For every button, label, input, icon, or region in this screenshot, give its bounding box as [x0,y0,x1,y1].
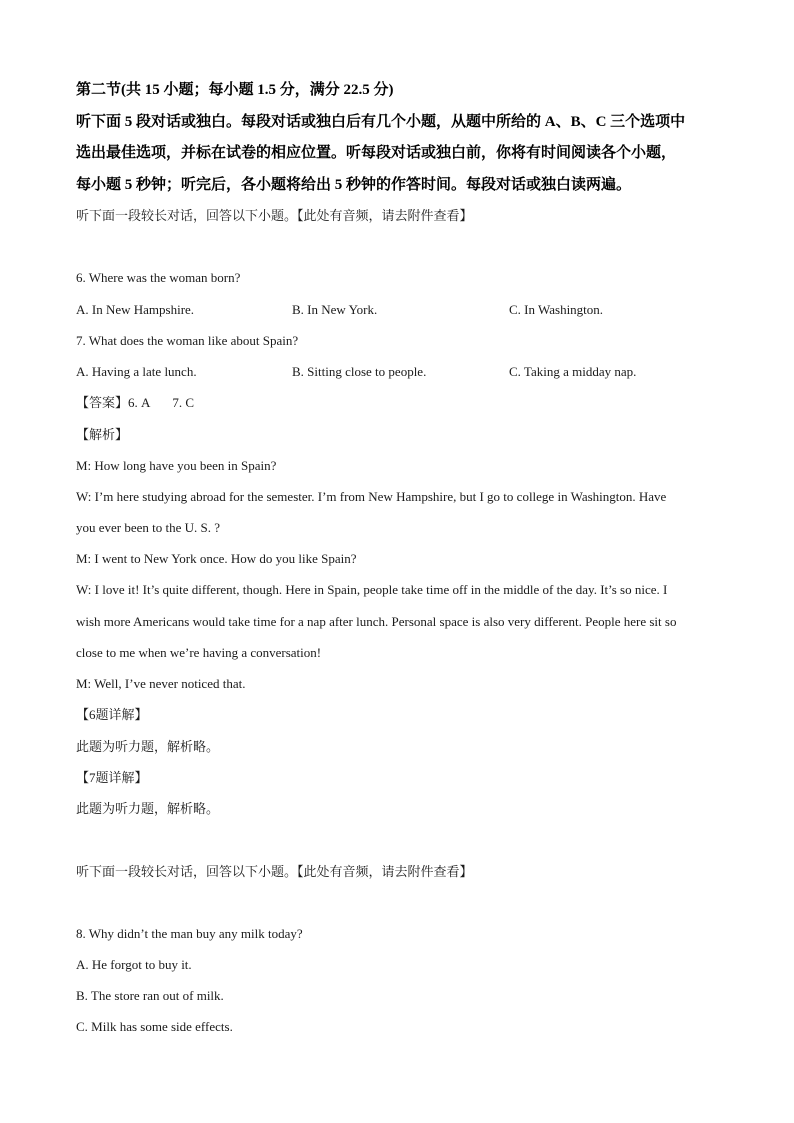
question-7-stem: 7. What does the woman like about Spain? [76,333,299,348]
transcript-line-4: M: I went to New York once. How do you like Spain? [76,551,357,566]
transcript-line-1: M: How long have you been in Spain? [76,458,277,473]
answer-7: 7. C [172,395,195,410]
question-7-option-c: C. Taking a midday nap. [509,364,637,379]
transcript-line-2: W: I’m here studying abroad for the semester. I’m from New Hampshire, but I go to college in Washington. Have [76,489,667,504]
detail-7-label: 【7题详解】 [76,770,148,785]
instruction-line-2: 选出最佳选项，并标在试卷的相应位置。听每段对话或独白前，你将有时间阅读各个小题， [76,145,677,161]
detail-7-text: 此题为听力题，解析略。 [76,801,220,816]
analysis-label: 【解析】 [76,427,129,442]
question-7-option-a: A. Having a late lunch. [76,364,197,379]
question-8-stem: 8. Why didn’t the man buy any milk today? [76,926,303,941]
question-6-option-a: A. In New Hampshire. [76,302,195,317]
detail-6-label: 【6题详解】 [76,707,148,722]
question-7-option-b: B. Sitting close to people. [292,364,427,379]
instruction-line-3: 每小题 5 秒钟；听完后，各小题将给出 5 秒钟的作答时间。每段对话或独白读两遍。 [76,177,632,193]
transcript-line-7: close to me when we’re having a conversation! [76,645,322,660]
transcript-line-8: M: Well, I’ve never noticed that. [76,676,246,691]
question-6-option-c: C. In Washington. [509,302,604,317]
question-6-stem: 6. Where was the woman born? [76,270,241,285]
transcript-line-3: you ever been to the U. S. ? [76,520,221,535]
answer-line [76,395,194,411]
transcript-line-6: wish more Americans would take time for a nap after lunch. Personal space is also very different. People here sit so [76,614,677,629]
question-8-option-b: B. The store ran out of milk. [76,988,224,1003]
instruction-line-1: 听下面 5 段对话或独白。每段对话或独白后有几个小题，从题中所给的 A、B、C 三个选项中 [76,114,686,130]
question-8-option-a: A. He forgot to buy it. [76,957,192,972]
section-heading: 第二节(共 15 小题；每小题 1.5 分，满分 22.5 分) [76,82,394,98]
question-6-option-b: B. In New York. [292,302,378,317]
dialogue-2-intro: 听下面一段较长对话，回答以下小题。【此处有音频，请去附件查看】 [76,864,473,879]
detail-6-text: 此题为听力题，解析略。 [76,739,220,754]
dialogue-1-intro: 听下面一段较长对话，回答以下小题。【此处有音频，请去附件查看】 [76,208,473,223]
answer-label: 【答案】 [76,395,129,410]
transcript-line-5: W: I love it! It’s quite different, though. Here in Spain, people take time off in the middle of the day. It’s so nice. I [76,582,668,597]
question-8-option-c: C. Milk has some side effects. [76,1019,233,1034]
answer-6: 6. A [128,395,151,410]
